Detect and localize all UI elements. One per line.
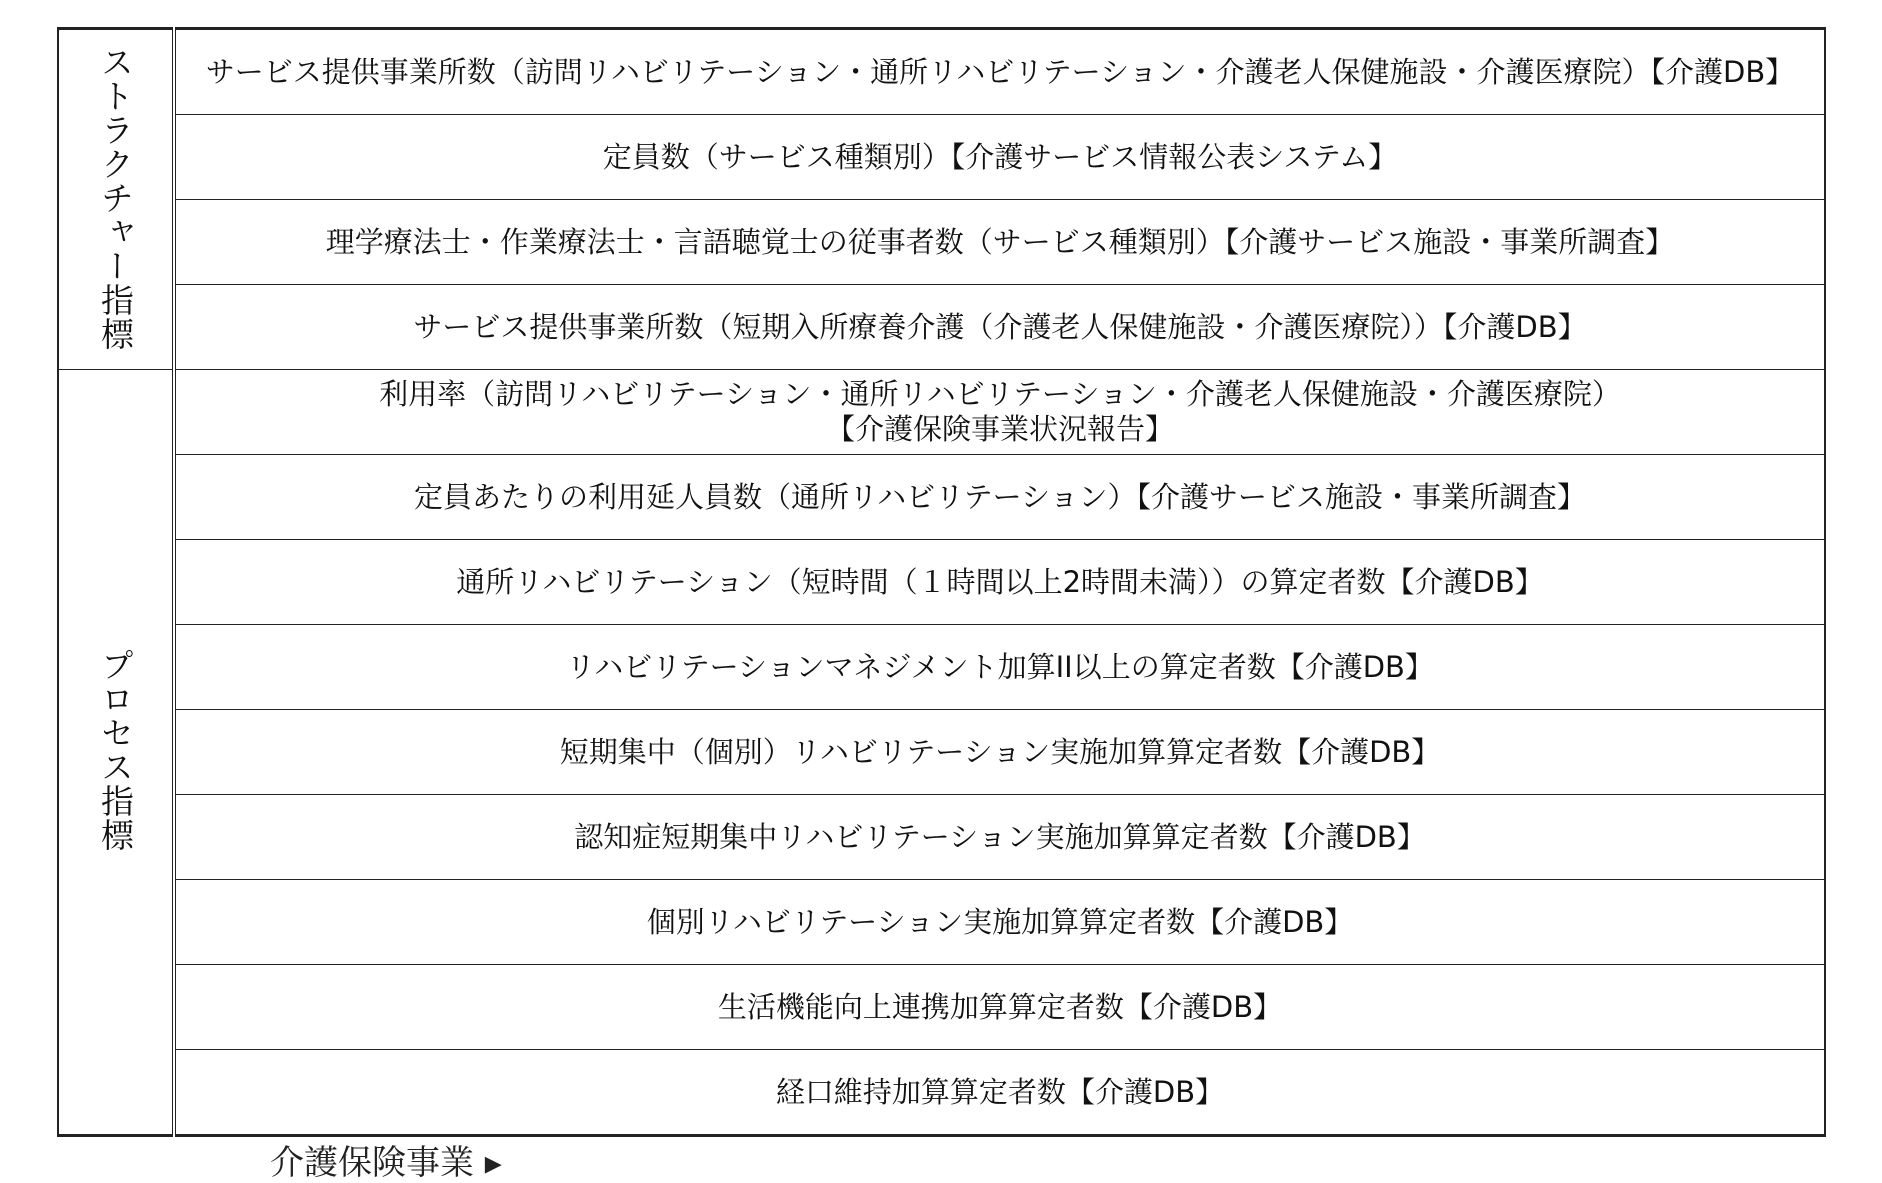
category-cell-structure bbox=[58, 29, 174, 370]
indicator-cell bbox=[174, 29, 1825, 115]
category-cell-process bbox=[58, 370, 174, 1136]
table-row bbox=[58, 115, 1825, 200]
indicator-text: 認知症短期集中リハビリテーション実施加算算定者数【介護DB】 bbox=[574, 819, 1426, 854]
indicator-cell bbox=[174, 795, 1825, 880]
table-row bbox=[58, 285, 1825, 370]
category-label-process: プロセス指標 bbox=[96, 648, 135, 852]
indicator-text: サービス提供事業所数（短期入所療養介護（介護老人保健施設・介護医療院））【介護DB】 bbox=[413, 309, 1587, 344]
table-row bbox=[58, 1050, 1825, 1136]
indicator-source-text: 【介護保険事業状況報告】 bbox=[825, 412, 1174, 446]
indicator-text: 理学療法士・作業療法士・言語聴覚士の従事者数（サービス種類別）【介護サービス施設・事業所調査】 bbox=[325, 224, 1675, 259]
indicator-cell bbox=[174, 710, 1825, 795]
cropped-footer-text: 介護保険事業 ▸ bbox=[270, 1143, 502, 1183]
indicator-text: 個別リハビリテーション実施加算算定者数【介護DB】 bbox=[646, 904, 1354, 939]
table-row bbox=[58, 625, 1825, 710]
indicator-cell bbox=[174, 455, 1825, 540]
table-row bbox=[58, 200, 1825, 285]
indicator-table bbox=[57, 27, 1826, 1137]
indicator-cell bbox=[174, 285, 1825, 370]
category-label-structure: ストラクチャー指標 bbox=[96, 44, 135, 351]
indicator-text: 生活機能向上連携加算算定者数【介護DB】 bbox=[717, 989, 1283, 1024]
indicator-cell bbox=[174, 625, 1825, 710]
indicator-text: リハビリテーションマネジメント加算II以上の算定者数【介護DB】 bbox=[566, 649, 1434, 684]
table-row bbox=[58, 455, 1825, 540]
indicator-text: 定員数（サービス種類別）【介護サービス情報公表システム】 bbox=[602, 139, 1398, 174]
table-row bbox=[58, 29, 1825, 115]
indicator-text: サービス提供事業所数（訪問リハビリテーション・通所リハビリテーション・介護老人保健施設・介護医療院）【介護DB】 bbox=[205, 54, 1795, 89]
indicator-text: 利用率（訪問リハビリテーション・通所リハビリテーション・介護老人保健施設・介護医療院） bbox=[379, 377, 1621, 412]
table-row bbox=[58, 795, 1825, 880]
indicator-cell bbox=[174, 1050, 1825, 1136]
indicator-text: 短期集中（個別）リハビリテーション実施加算算定者数【介護DB】 bbox=[559, 734, 1441, 769]
table-row bbox=[58, 710, 1825, 795]
indicator-text: 定員あたりの利用延人員数（通所リハビリテーション）【介護サービス施設・事業所調査】 bbox=[414, 479, 1586, 514]
indicator-text: 経口維持加算算定者数【介護DB】 bbox=[775, 1074, 1225, 1109]
table-row bbox=[58, 540, 1825, 625]
indicator-cell bbox=[174, 965, 1825, 1050]
indicator-cell bbox=[174, 370, 1825, 455]
indicator-text: 通所リハビリテーション（短時間（１時間以上2時間未満））の算定者数【介護DB】 bbox=[456, 564, 1544, 599]
indicator-cell bbox=[174, 540, 1825, 625]
indicator-cell bbox=[174, 115, 1825, 200]
table-row bbox=[58, 880, 1825, 965]
indicator-cell bbox=[174, 200, 1825, 285]
indicator-cell bbox=[174, 880, 1825, 965]
table-row bbox=[58, 370, 1825, 455]
table-row bbox=[58, 965, 1825, 1050]
